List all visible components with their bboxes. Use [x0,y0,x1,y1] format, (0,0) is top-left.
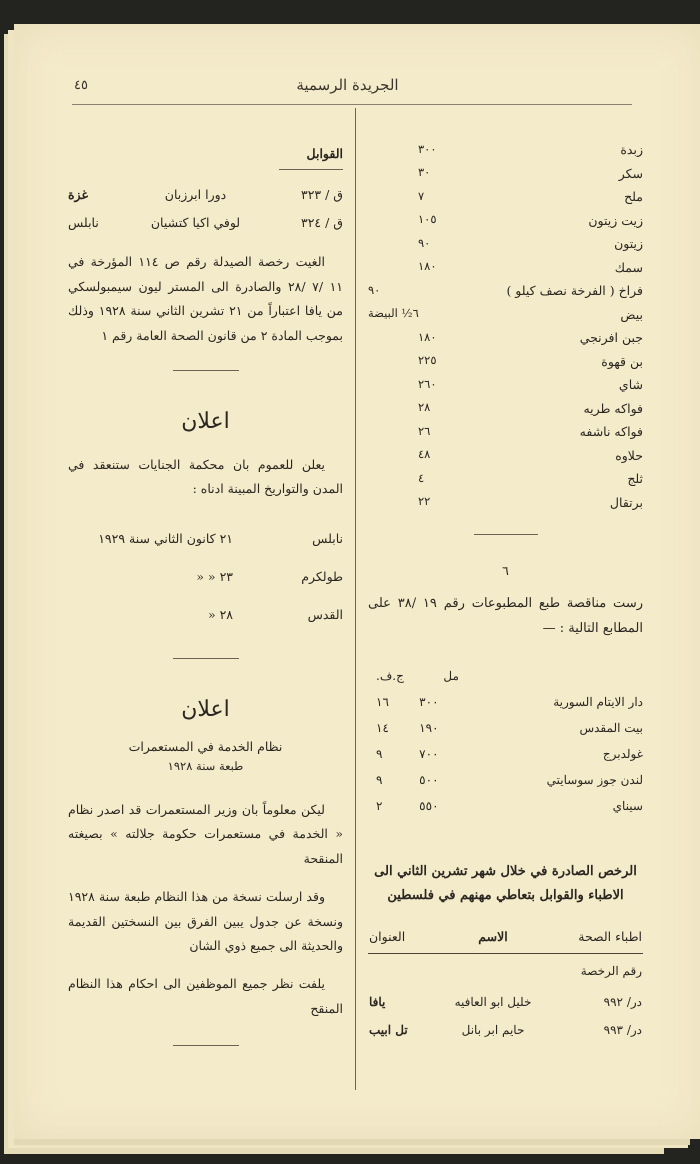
price-row: جبن افرنجي ١٨٠ [418,329,643,346]
table-row: در/ ٩٩٣ حايم ابر بانل تل ابيب [369,1022,642,1037]
price-row: بيض ٦½ البيضة [368,306,643,322]
price-row: برتقال ٢٢ [418,494,643,510]
licenses-heading: الرخص الصادرة في خلال شهر تشرين الثاني الى الاطباء والقوابل بتعاطي مهنهم في فلسطين [374,863,637,904]
right-column [368,138,643,1044]
tender-table-header: مل ج.ف. [376,669,459,684]
list-item: نابلس ٢١ كانون الثاني سنة ١٩٢٩ [98,531,343,547]
pharmacy-license-notice: الغيت رخصة الصيدلة رقم ص ١١٤ المؤرخة في ١١ /٧ /٢٨ والصادرة الى المستر ليون سيمبولسكي من يافا اعتباراً من ٢١ تشرين الثاني سنة ١٩٢٨ وذلك بموجب المادة ٢ من قانون الصحة العامة رقم ١ [68,254,344,343]
midwives-list [68,180,343,236]
left-column [68,138,343,1046]
price-list [368,138,643,514]
licenses-subheader: رقم الرخصة [580,963,642,978]
column-divider [355,108,356,1090]
price-row: زيتون ٩٠ [418,235,643,252]
table-row: در/ ٩٩٢ خليل ابو العافيه يافا [369,994,642,1009]
list-item: القدس ٢٨ « [207,607,343,623]
midwives-heading-rule [279,169,343,170]
notice-subtitle: نظام الخدمة في المستعمرات [128,738,283,754]
section-rule [173,1045,239,1046]
price-row: سكر ٣٠ [418,165,643,181]
table-row: لندن جوز سوسايتي ٥٠٠ ٩ [376,773,643,788]
price-row: بن قهوة ٢٢٥ [418,353,643,369]
tender-notice: رست مناقصة طبع المطبوعات رقم ١٩ /٣٨ على المطابع التالية : — [368,596,643,637]
price-row: فواكه ناشفه ٢٦ [418,423,643,440]
price-row: زبدة ٣٠٠ [418,141,643,158]
copies-sent-notice: وقد ارسلت نسخة من هذا النظام طبعة سنة ١٩٢٨ ونسخة عن جدول يبين الفرق بين النسختين القديمة والحديثة الى جميع ذوي الشان [68,889,343,953]
notice-title: اعلان [181,408,230,434]
section-rule [474,534,538,535]
page-number: ٤٥ [74,78,88,93]
section-rule [173,658,239,659]
table-row: بيت المقدس ١٩٠ ١٤ [376,721,643,736]
table-row: غولدبرج ٧٠٠ ٩ [376,747,643,762]
price-row: زيت زيتون ١٠٥ [418,212,643,228]
price-row: حلاوه ٤٨ [418,447,643,463]
notice-title: اعلان [181,696,230,722]
price-row: فواكه طريه ٢٨ [418,400,643,416]
page-title: الجريدة الرسمية [296,76,399,94]
price-row: فراخ ( الفرخة نصف كيلو ) ٩٠ [368,282,643,299]
table-row: سيناي ٥٥٠ ٢ [376,799,643,814]
notice-edition: طبعة سنة ١٩٢٨ [167,759,244,774]
court-notice-body: يعلن للعموم بان محكمة الجنايات ستنعقد في المدن والتواريخ المبينة ادناه : [68,456,343,497]
price-row: ملح ٧ [418,188,643,205]
price-row: سمك ١٨٠ [418,259,643,275]
staff-attention-notice: يلفت نظر جميع الموظفين الى احكام هذا النظام المنقح [68,976,343,1016]
list-item: ق / ٣٢٤ لوفي اكيا كتشيان نابلس [68,214,343,230]
court-sessions [68,520,343,634]
tender-table [368,664,643,820]
licenses-table [368,921,643,1044]
section-rule [173,370,239,371]
licenses-table-header: اطباء الصحة الاسم العنوان [368,921,643,954]
list-item: ق / ٣٢٣ دورا ابرزبان غزة [68,186,343,202]
price-row: شاي ٢٦٠ [418,376,643,393]
page-header [60,76,635,104]
midwives-heading: القوابل [306,146,343,161]
header-rule [72,104,632,105]
list-item: طولكرم ٢٣ « « [196,569,343,585]
page-bottom-edge [14,1139,690,1145]
section-number: ٦ [502,563,509,578]
table-row: دار الايتام السورية ٣٠٠ ١٦ [376,695,643,710]
price-row: ثلج ٤ [418,470,643,487]
colonial-service-notice: ليكن معلوماً بان وزير المستعمرات قد اصدر نظام « الخدمة في مستعمرات حكومة جلالته » بصيغته المنقحة [68,802,343,866]
